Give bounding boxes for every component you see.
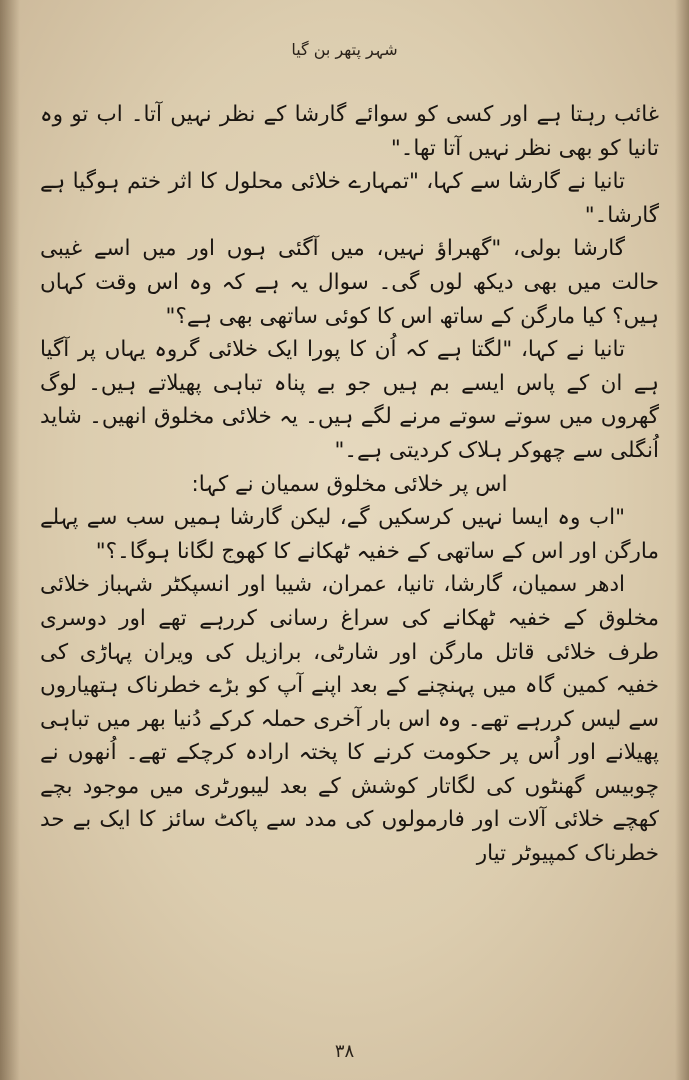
paragraph-1: غائب رہتا ہے اور کسی کو سوائے گارشا کے نظر نہیں آتا۔ اب تو وہ تانیا کو بھی نظر نہیں آتا تھا۔" xyxy=(40,102,659,161)
paragraph-3: گارشا بولی، "گھبراؤ نہیں، میں آگئی ہوں اور میں اسے غیبی حالت میں بھی دیکھ لوں گی۔ سوال یہ ہے کہ وہ اس وقت کہاں ہیں؟ کیا مارگن کے ساتھ اس کا کوئی ساتھی بھی ہے؟" xyxy=(40,236,659,329)
paragraph-2: تانیا نے گارشا سے کہا، "تمہارے خلائی محلول کا اثر ختم ہوگیا ہے گارشا۔" xyxy=(40,169,659,228)
paragraph-6: "اب وہ ایسا نہیں کرسکیں گے، لیکن گارشا ہمیں سب سے پہلے مارگن اور اس کے ساتھی کے خفیہ ٹھکانے کا کھوج لگانا ہوگا۔؟" xyxy=(40,505,659,564)
paragraph-4: تانیا نے کہا، "لگتا ہے کہ اُن کا پورا ایک خلائی گروہ یہاں پر آگیا ہے ان کے پاس ایسے بم ہیں جو بے پناہ تباہی پھیلاتے ہیں۔ لوگ گھروں میں سوتے سوتے مرنے لگے ہیں۔ یہ خلائی مخلوق انھیں۔ شاید اُنگلی سے چھوکر ہلاک کردیتی ہے۔" xyxy=(40,337,659,463)
body-text xyxy=(40,98,659,871)
page-number: ۳۸ xyxy=(334,1041,355,1062)
paragraph-5: اس پر خلائی مخلوق سمیان نے کہا: xyxy=(191,471,508,497)
running-head: شہر پتھر بن گیا xyxy=(291,40,398,59)
paragraph-7: ادھر سمیان، گارشا، تانیا، عمران، شیبا اور انسپکٹر شہباز خلائی مخلوق کے خفیہ ٹھکانے کی سراغ رسانی کررہے تھے اور دوسری طرف خلائی قاتل مارگن اور شارٹی، برازیل کی ویران پہاڑی کی خفیہ کمین گاہ میں پہنچنے کے بعد اپنے آپ کو بڑے خطرناک ہتھیاروں سے لیس کررہے تھے۔ وہ اس بار آخری حملہ کرکے دُنیا بھر میں تباہی پھیلانے اور اُس پر حکومت کرنے کا پختہ ارادہ کرچکے تھے۔ اُنھوں نے چوبیس گھنٹوں کی لگاتار کوشش کے بعد لیبورٹری میں موجود بچے کھچے خلائی آلات اور فارمولوں کی مدد سے پاکٹ سائز کا ایک بے حد خطرناک کمپیوٹر تیار xyxy=(40,572,659,867)
